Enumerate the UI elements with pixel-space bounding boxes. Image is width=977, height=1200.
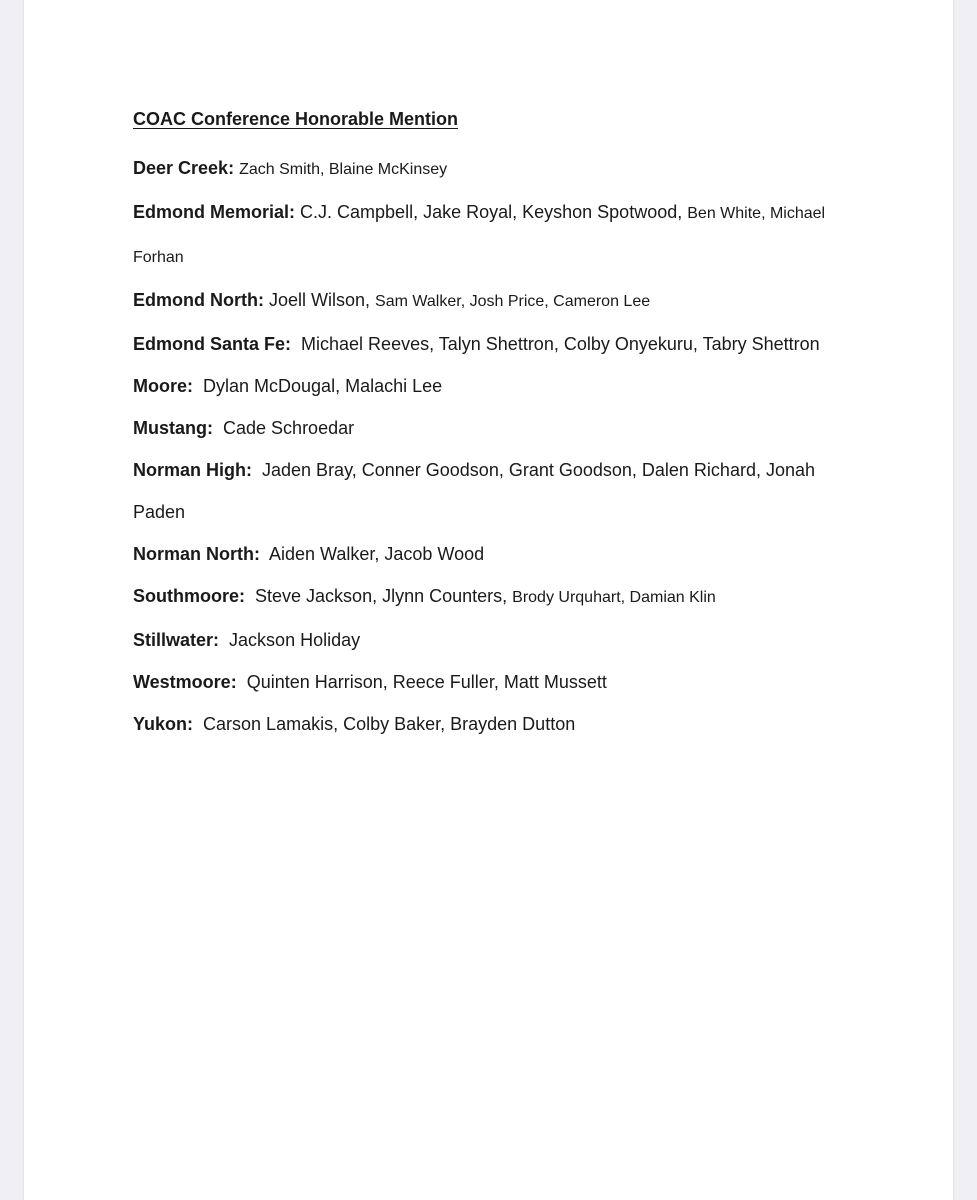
player-names-small: Brody Urquhart, Damian Klin [512, 589, 716, 606]
player-names: Jackson Holiday [229, 630, 361, 650]
school-name: Mustang: [133, 418, 213, 438]
entry-westmoore [133, 661, 853, 703]
player-names: Joell Wilson, [269, 290, 371, 310]
entry-edmond-north [133, 279, 853, 323]
player-names: Aiden Walker, Jacob Wood [269, 544, 485, 564]
player-names: Carson Lamakis, Colby Baker, Brayden Dutton [203, 714, 576, 734]
entry-yukon [133, 703, 853, 745]
school-name: Edmond North: [133, 290, 264, 310]
player-names: Steve Jackson, Jlynn Counters, [255, 586, 508, 606]
player-names: Cade Schroedar [223, 418, 355, 438]
school-name: Edmond Memorial: [133, 202, 296, 222]
player-names-small: Sam Walker, Josh Price, Cameron Lee [375, 293, 651, 310]
entry-mustang [133, 407, 853, 449]
school-name: Moore: [133, 376, 193, 396]
player-names-small: Ben White, Michael Forhan [133, 205, 826, 266]
document-content [133, 105, 853, 745]
player-names: Quinten Harrison, Reece Fuller, Matt Mussett [246, 672, 607, 692]
entry-stillwater [133, 619, 853, 661]
school-name: Yukon: [133, 714, 194, 734]
entry-edmond-santa-fe [133, 323, 853, 365]
player-names: Dylan McDougal, Malachi Lee [203, 376, 443, 396]
document-heading: COAC Conference Honorable Mention [133, 109, 459, 129]
entry-southmoore [133, 575, 853, 619]
school-name: Norman High: [133, 460, 252, 480]
entry-deer-creek [133, 147, 853, 191]
entry-norman-north [133, 533, 853, 575]
player-names: Jaden Bray, Conner Goodson, Grant Goodson, Dalen Richard, Jonah Paden [133, 460, 816, 522]
school-name: Stillwater: [133, 630, 220, 650]
school-name: Southmoore: [133, 586, 245, 606]
player-names: Michael Reeves, Talyn Shettron, Colby Onyekuru, Tabry Shettron [301, 334, 820, 354]
school-name: Edmond Santa Fe: [133, 334, 292, 354]
entry-moore [133, 365, 853, 407]
player-names: C.J. Campbell, Jake Royal, Keyshon Spotwood, [300, 202, 683, 222]
school-name: Westmoore: [133, 672, 237, 692]
school-name: Norman North: [133, 544, 260, 564]
entry-edmond-memorial [133, 191, 853, 279]
document-page [24, 0, 953, 1200]
entry-norman-high [133, 449, 853, 533]
school-name: Deer Creek: [133, 158, 235, 178]
player-names: Zach Smith, Blaine McKinsey [239, 161, 448, 178]
